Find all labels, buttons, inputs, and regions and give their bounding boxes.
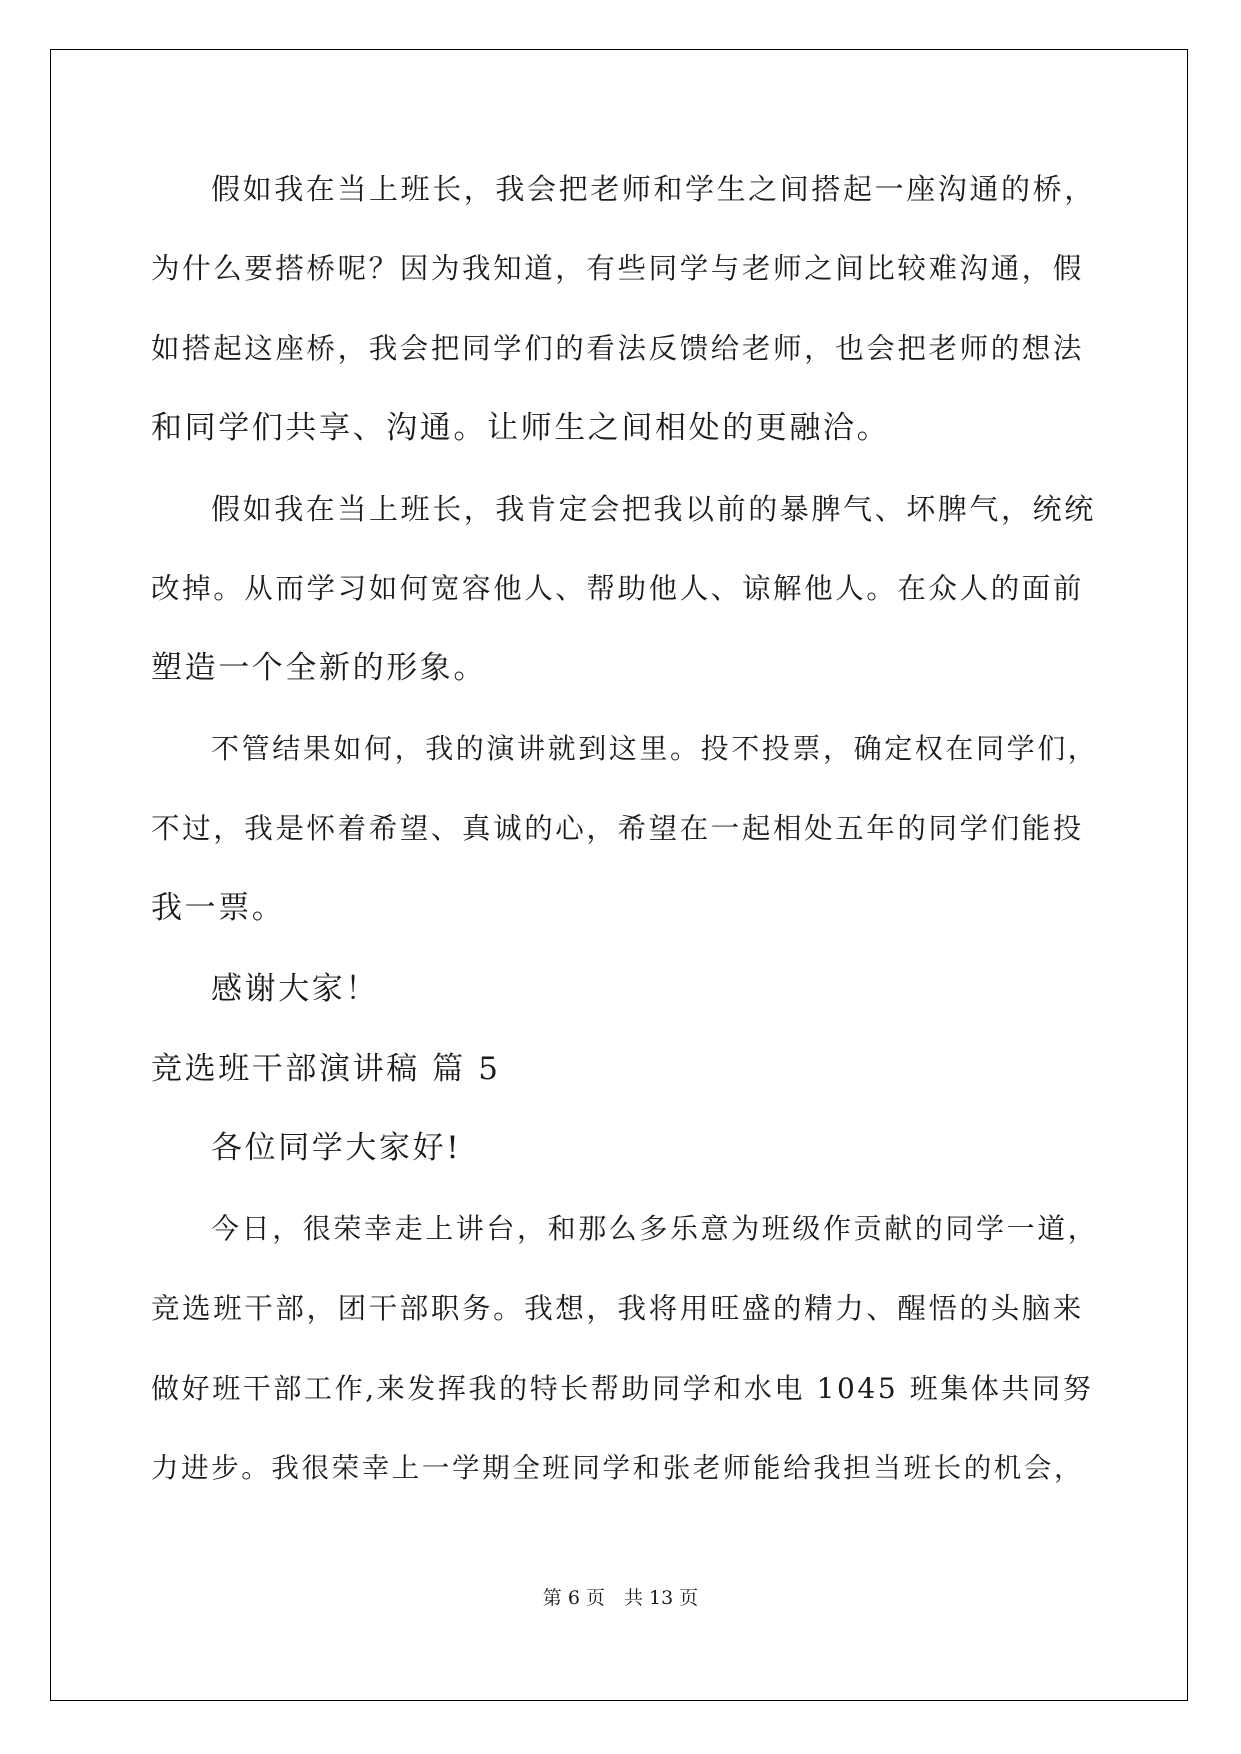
page-number: 第 6 页 共 13 页 (542, 1587, 699, 1609)
paragraph-2-line-3: 塑造一个全新的形象。 (151, 650, 487, 686)
paragraph-4-line-1: 感谢大家！ (211, 971, 379, 1007)
paragraph-6-line-1: 今日，很荣幸走上讲台，和那么多乐意为班级作贡献的同学一道， (211, 1212, 1099, 1245)
paragraph-6-line-2: 竞选班干部，团干部职务。我想，我将用旺盛的精力、醒悟的头脑来 (151, 1292, 1085, 1325)
section-heading: 竞选班干部演讲稿 篇 5 (151, 1051, 501, 1087)
paragraph-2-line-1: 假如我在当上班长，我肯定会把我以前的暴脾气、坏脾气，统统 (211, 492, 1096, 526)
paragraph-6-line-3: 做好班干部工作,来发挥我的特长帮助同学和水电 1045 班集体共同努 (151, 1372, 1094, 1405)
paragraph-1-line-1: 假如我在当上班长，我会把老师和学生之间搭起一座沟通的桥， (211, 172, 1096, 206)
paragraph-1-line-4: 和同学们共享、沟通。让师生之间相处的更融洽。 (151, 410, 891, 446)
paragraph-1-line-3: 如搭起这座桥，我会把同学们的看法反馈给老师，也会把老师的想法 (151, 332, 1085, 365)
paragraph-3-line-3: 我一票。 (151, 890, 286, 926)
paragraph-3-line-2: 不过，我是怀着希望、真诚的心，希望在一起相处五年的同学们能投 (151, 812, 1085, 845)
paragraph-2-line-2: 改掉。从而学习如何宽容他人、帮助他人、谅解他人。在众人的面前 (151, 572, 1085, 605)
paragraph-3-line-1: 不管结果如何，我的演讲就到这里。投不投票，确定权在同学们， (211, 732, 1099, 765)
paragraph-1-line-2: 为什么要搭桥呢？因为我知道，有些同学与老师之间比较难沟通，假 (151, 252, 1085, 285)
paragraph-5-line-1: 各位同学大家好! (211, 1130, 462, 1166)
paragraph-6-line-4: 力进步。我很荣幸上一学期全班同学和张老师能给我担当班长的机会， (151, 1452, 1085, 1484)
